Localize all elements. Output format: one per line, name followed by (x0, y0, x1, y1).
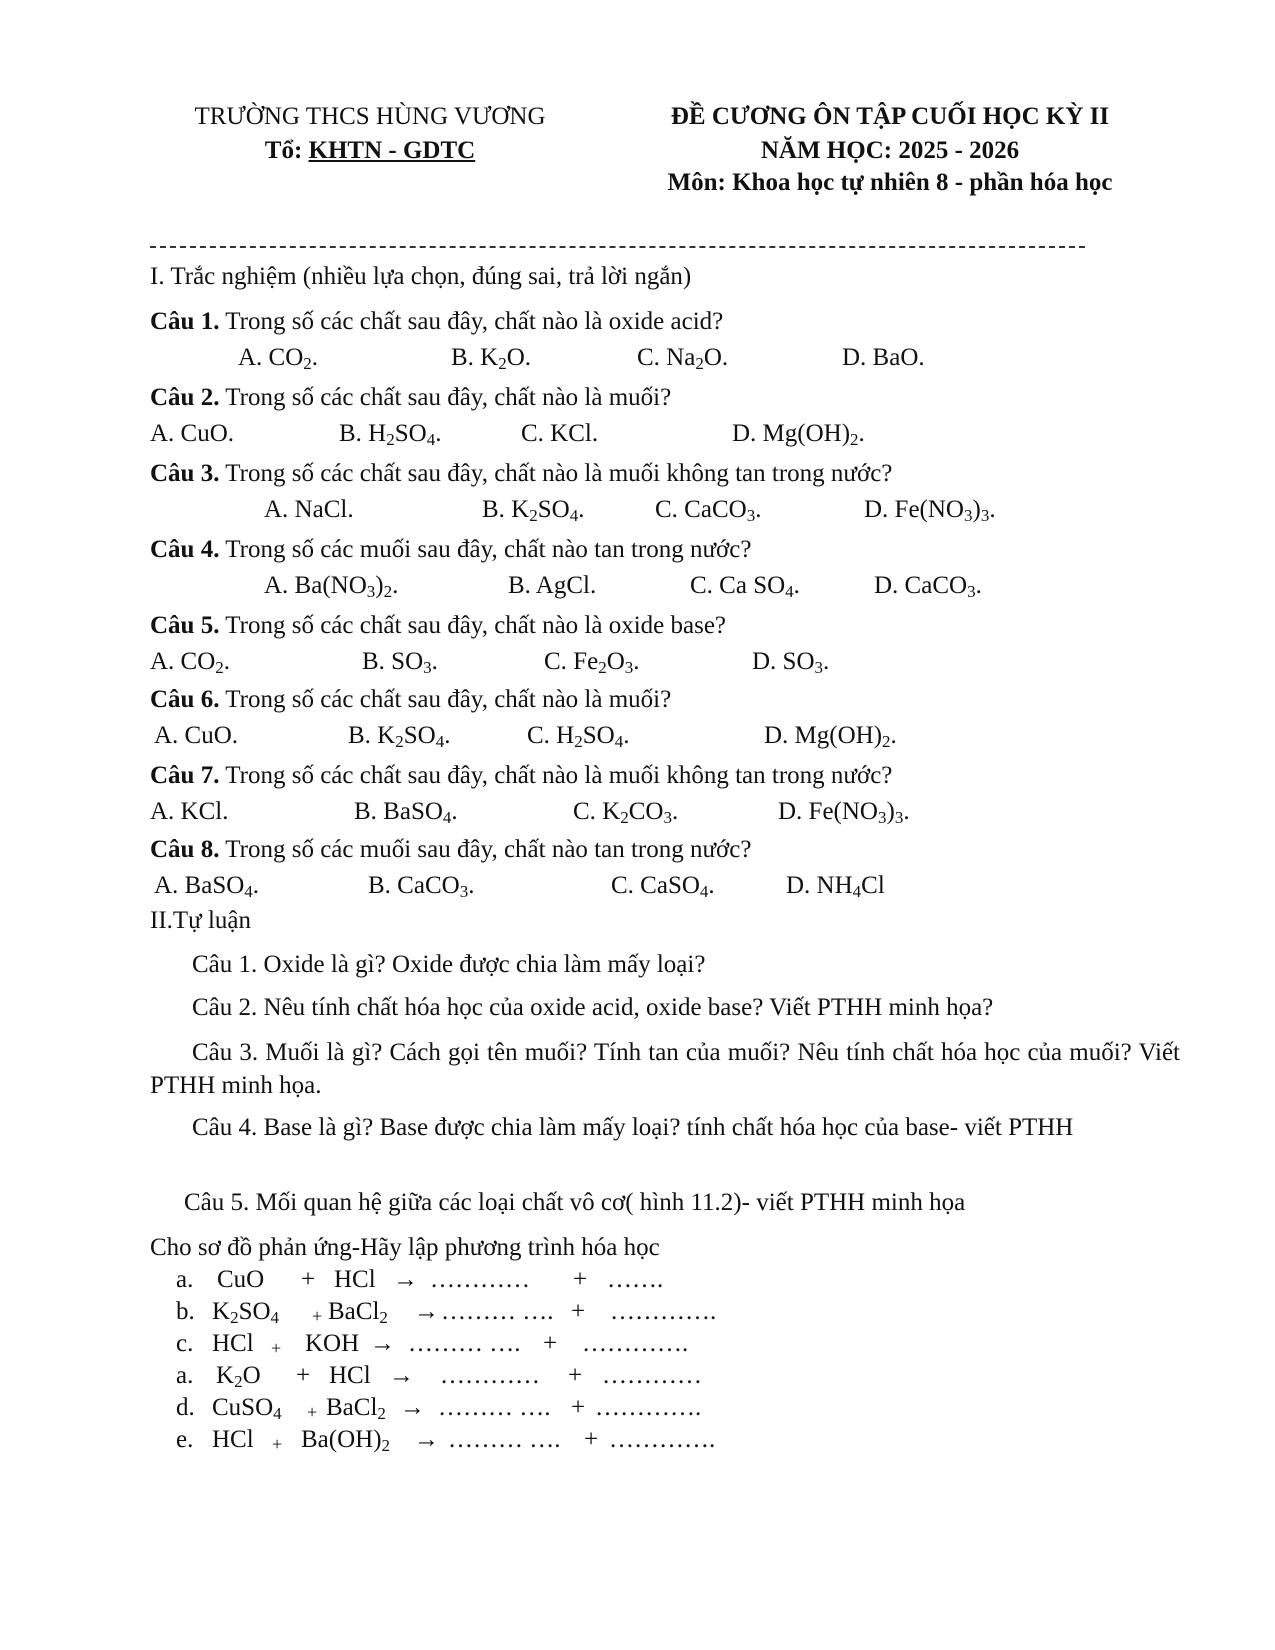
question-text: Trong số các chất sau đây, chất nào là oxide acid? (219, 308, 724, 335)
option-d: D. $Mg(OH)_2$. (764, 722, 897, 751)
product-blank-1: ……… …. (438, 1394, 551, 1421)
option-d: D. $Fe(NO_3)_3$. (864, 496, 996, 525)
question-label: Câu 2. (150, 384, 220, 411)
option-a: A. NaCl. (264, 496, 354, 523)
reactant-1: $K_2SO_4$ (212, 1298, 280, 1327)
reaction-letter: a. (176, 1362, 194, 1389)
essay-question-3: Câu 3. Muối là gì? Cách gọi tên muối? Tính tan của muối? Nêu tính chất hóa học của muối? Viết PTHH minh họa. (150, 1039, 1180, 1099)
option-a: A. CuO. (154, 722, 239, 749)
question-text: Trong số các chất sau đây, chất nào là muối? (219, 384, 672, 411)
school-name: TRƯỜNG THCS HÙNG VƯƠNG (194, 103, 546, 130)
product-blank-2: …………. (610, 1298, 717, 1325)
option-a: A. $CO_2$. (238, 344, 319, 373)
option-c: C. Ca $SO_4$. (690, 572, 800, 601)
reactant-2: HCl (329, 1362, 371, 1389)
reaction-arrow: → (389, 1362, 414, 1389)
question-text: Trong số các chất sau đây, chất nào là oxide base? (219, 612, 727, 639)
option-b: B. $H_2SO_4$. (339, 420, 442, 449)
product-blank-1: ………… (440, 1362, 540, 1389)
question-text: Trong số các chất sau đây, chất nào là muối? (219, 686, 672, 713)
plus-sign: + (568, 1362, 583, 1389)
product-blank-2: ……. (607, 1266, 664, 1293)
plus-sign: + (271, 1338, 282, 1358)
part1-heading: I. Trắc nghiệm (nhiều lựa chọn, đúng sai, trả lời ngắn) (150, 263, 692, 290)
option-c: C. CaSO$_4$. (611, 872, 715, 901)
option-b: B. $K_2O$. (451, 344, 532, 373)
option-c: C. $Na_2O$. (637, 344, 729, 373)
school-year: NĂM HỌC: 2025 - 2026 (760, 137, 1020, 164)
plus-sign: + (296, 1362, 311, 1389)
question-text: Trong số các chất sau đây, chất nào là muối không tan trong nước? (219, 762, 893, 789)
reactant-1: CuSO$_4$ (212, 1394, 282, 1423)
option-c: C. $K_2CO_3$. (573, 798, 679, 827)
plus-sign: + (312, 1306, 323, 1326)
plus-sign: + (301, 1266, 316, 1293)
option-a: A. $Ba(NO_3)_2$. (264, 572, 399, 601)
product-blank-2: …………. (582, 1330, 689, 1357)
option-b: B. $K_2SO_4$. (348, 722, 451, 751)
option-b: B. CaCO$_3$. (368, 872, 475, 901)
option-d: D. $NH_4Cl$ (786, 872, 885, 901)
option-b: B. AgCl. (508, 572, 597, 599)
option-a: A. CuO. (150, 420, 235, 447)
option-c: C. KCl. (521, 420, 599, 447)
part2-heading: II.Tự luận (150, 907, 252, 934)
reactant-2: BaCl$_2$ (326, 1394, 386, 1423)
product-blank-1: ……… …. (441, 1298, 554, 1325)
plus-sign: + (573, 1266, 588, 1293)
reaction-letter: c. (176, 1330, 194, 1357)
plus-sign: + (307, 1402, 318, 1422)
question-label: Câu 1. (150, 308, 220, 335)
option-d: D. $Fe(NO_3)_3$. (778, 798, 910, 827)
plus-sign: + (543, 1330, 558, 1357)
plus-sign: + (272, 1434, 283, 1454)
reaction-arrow: → (370, 1330, 395, 1357)
option-c: C. CaCO$_3$. (655, 496, 762, 525)
question-8 (150, 835, 751, 865)
option-d: D. $SO_3$. (752, 648, 830, 677)
reactant-2: $Ba(OH)_2$ (301, 1426, 391, 1455)
question-text: Trong số các muối sau đây, chất nào tan trong nước? (219, 836, 752, 863)
document-title: ĐỀ CƯƠNG ÔN TẬP CUỐI HỌC KỲ II (670, 103, 1110, 130)
product-blank-2: …………. (609, 1426, 716, 1453)
option-d: D. $Mg(OH)_2$. (732, 420, 865, 449)
department (150, 135, 590, 167)
reaction-letter: b. (176, 1298, 195, 1325)
reaction-letter: a. (176, 1266, 194, 1293)
essay-question-2: Câu 2. Nêu tính chất hóa học của oxide acid, oxide base? Viết PTHH minh họa? (192, 994, 994, 1021)
reactant-1: HCl (212, 1426, 254, 1453)
department-prefix: Tổ: (264, 137, 309, 164)
question-1 (150, 307, 723, 337)
question-text: Trong số các muối sau đây, chất nào tan trong nước? (219, 536, 752, 563)
option-a: A. BaSO$_4$. (154, 872, 260, 901)
plus-sign: + (571, 1298, 586, 1325)
question-label: Câu 6. (150, 686, 220, 713)
reaction-letter: e. (176, 1426, 194, 1453)
question-2 (150, 383, 671, 413)
plus-sign: + (571, 1394, 586, 1421)
reaction-intro: Cho sơ đồ phản ứng-Hãy lập phương trình hóa học (150, 1234, 660, 1261)
reactant-1: $K_2O$ (216, 1362, 261, 1391)
product-blank-2: …………. (595, 1394, 702, 1421)
option-b: B. $K_2SO_4$. (482, 496, 585, 525)
reaction-arrow: → (393, 1266, 418, 1293)
reactant-1: CuO (217, 1266, 265, 1293)
essay-question-5: Câu 5. Mối quan hệ giữa các loại chất vô cơ( hình 11.2)- viết PTHH minh họa (184, 1189, 966, 1216)
question-label: Câu 4. (150, 536, 220, 563)
question-5 (150, 611, 726, 641)
option-a: A. $CO_2$. (150, 648, 231, 677)
question-label: Câu 7. (150, 762, 220, 789)
question-6 (150, 685, 671, 715)
divider (150, 246, 1085, 248)
plus-sign: + (584, 1426, 599, 1453)
reaction-arrow: → (400, 1394, 425, 1421)
option-d: D. CaCO$_3$. (874, 572, 982, 601)
question-7 (150, 761, 892, 791)
question-text: Trong số các chất sau đây, chất nào là muối không tan trong nước? (219, 460, 893, 487)
option-b: B. BaSO$_4$. (354, 798, 458, 827)
option-a: A. KCl. (150, 798, 229, 825)
question-label: Câu 3. (150, 460, 220, 487)
reactant-2: KOH (305, 1330, 360, 1357)
question-label: Câu 5. (150, 612, 220, 639)
option-d: D. BaO. (842, 344, 925, 371)
product-blank-1: ……… …. (448, 1426, 561, 1453)
reaction-letter: d. (176, 1394, 195, 1421)
product-blank-1: ……… …. (408, 1330, 521, 1357)
reaction-arrow: → (414, 1426, 439, 1453)
option-c: C. $H_2SO_4$. (527, 722, 630, 751)
essay-question-4: Câu 4. Base là gì? Base được chia làm mấy loại? tính chất hóa học của base- viết PTHH (192, 1114, 1074, 1141)
question-label: Câu 8. (150, 836, 220, 863)
reactant-2: BaCl$_2$ (328, 1298, 388, 1327)
subject-line: Môn: Khoa học tự nhiên 8 - phần hóa học (667, 169, 1113, 196)
department-name: KHTN - GDTC (308, 137, 476, 164)
option-b: B. $SO_3$. (362, 648, 438, 677)
essay-question-1: Câu 1. Oxide là gì? Oxide được chia làm mấy loại? (192, 951, 706, 978)
product-blank-1: ………… (430, 1266, 530, 1293)
option-c: C. $Fe_2O_3$. (544, 648, 640, 677)
question-4 (150, 535, 751, 565)
reactant-2: HCl (334, 1266, 376, 1293)
product-blank-2: ………… (602, 1362, 702, 1389)
question-3 (150, 459, 892, 489)
reaction-arrow: → (414, 1298, 439, 1325)
reactant-1: HCl (212, 1330, 254, 1357)
